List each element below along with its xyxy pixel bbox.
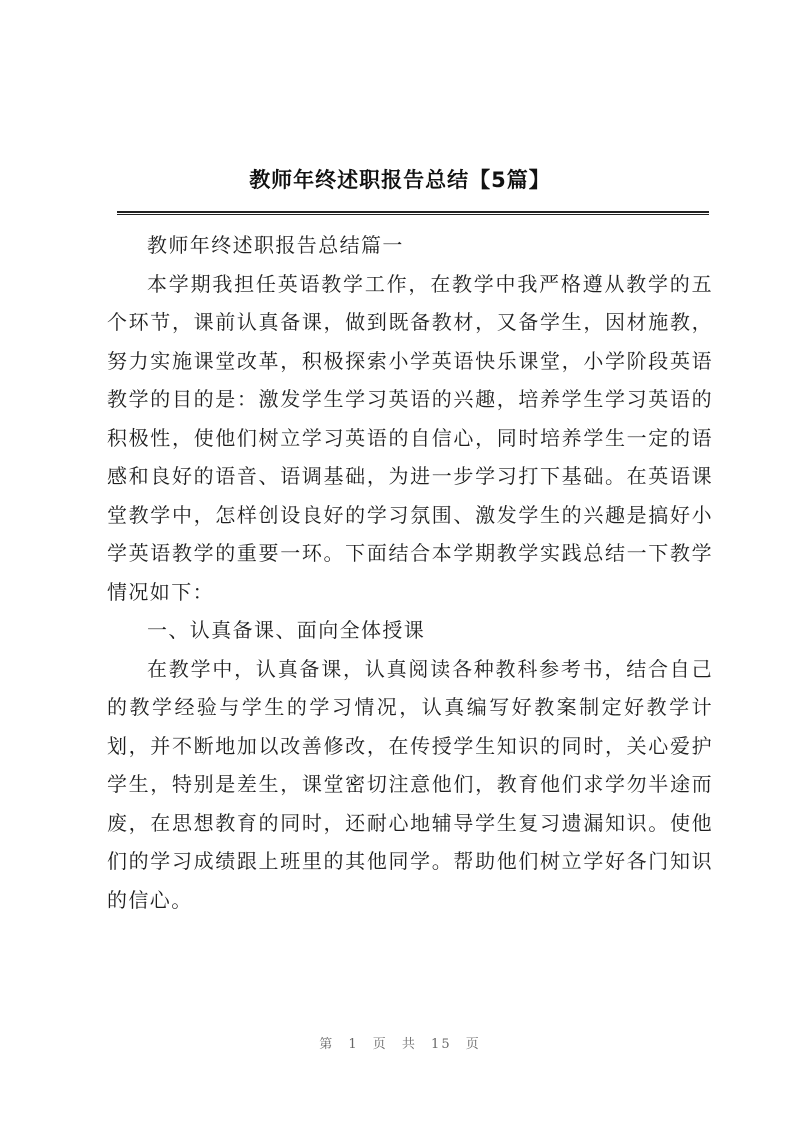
title-divider xyxy=(117,211,709,213)
section-heading: 教师年终述职报告总结篇一 xyxy=(147,233,404,257)
paragraph: 在教学中，认真备课，认真阅读各种教科参考书，结合自己的教学经验与学生的学习情况，认真编写好教案制定好教学计划，并不断地加以改善修改，在传授学生知识的同时，关心爱护学生，特别是差生，课堂密切注意他们，教育他们求学勿半途而废，在思想教育的同时，还耐心地辅导学生复习遗漏知识。使他们的学习成绩跟上班里的其他同学。帮助他们树立学好各门知识的信心。 xyxy=(107,656,713,912)
page-footer: 第 1 页 共 15 页 xyxy=(319,1037,481,1052)
paragraph: 本学期我担任英语教学工作，在教学中我严格遵从教学的五个环节，课前认真备课，做到既备教材，又备学生，因材施教，努力实施课堂改革，积极探索小学英语快乐课堂，小学阶段英语教学的目的是：激发学生学习英语的兴趣，培养学生学习英语的积极性，使他们树立学习英语的自信心，同时培养学生一定的语感和良好的语音、语调基础，为进一步学习打下基础。在英语课堂教学中，怎样创设良好的学习氛围、激发学生的兴趣是搞好小学英语教学的重要一环。下面结合本学期教学实践总结一下教学情况如下： xyxy=(107,271,713,604)
subheading: 一、认真备课、面向全体授课 xyxy=(147,618,426,642)
title-divider-thin xyxy=(117,214,709,215)
document-body xyxy=(107,226,713,919)
document-title: 教师年终述职报告总结【5篇】 xyxy=(249,168,551,192)
